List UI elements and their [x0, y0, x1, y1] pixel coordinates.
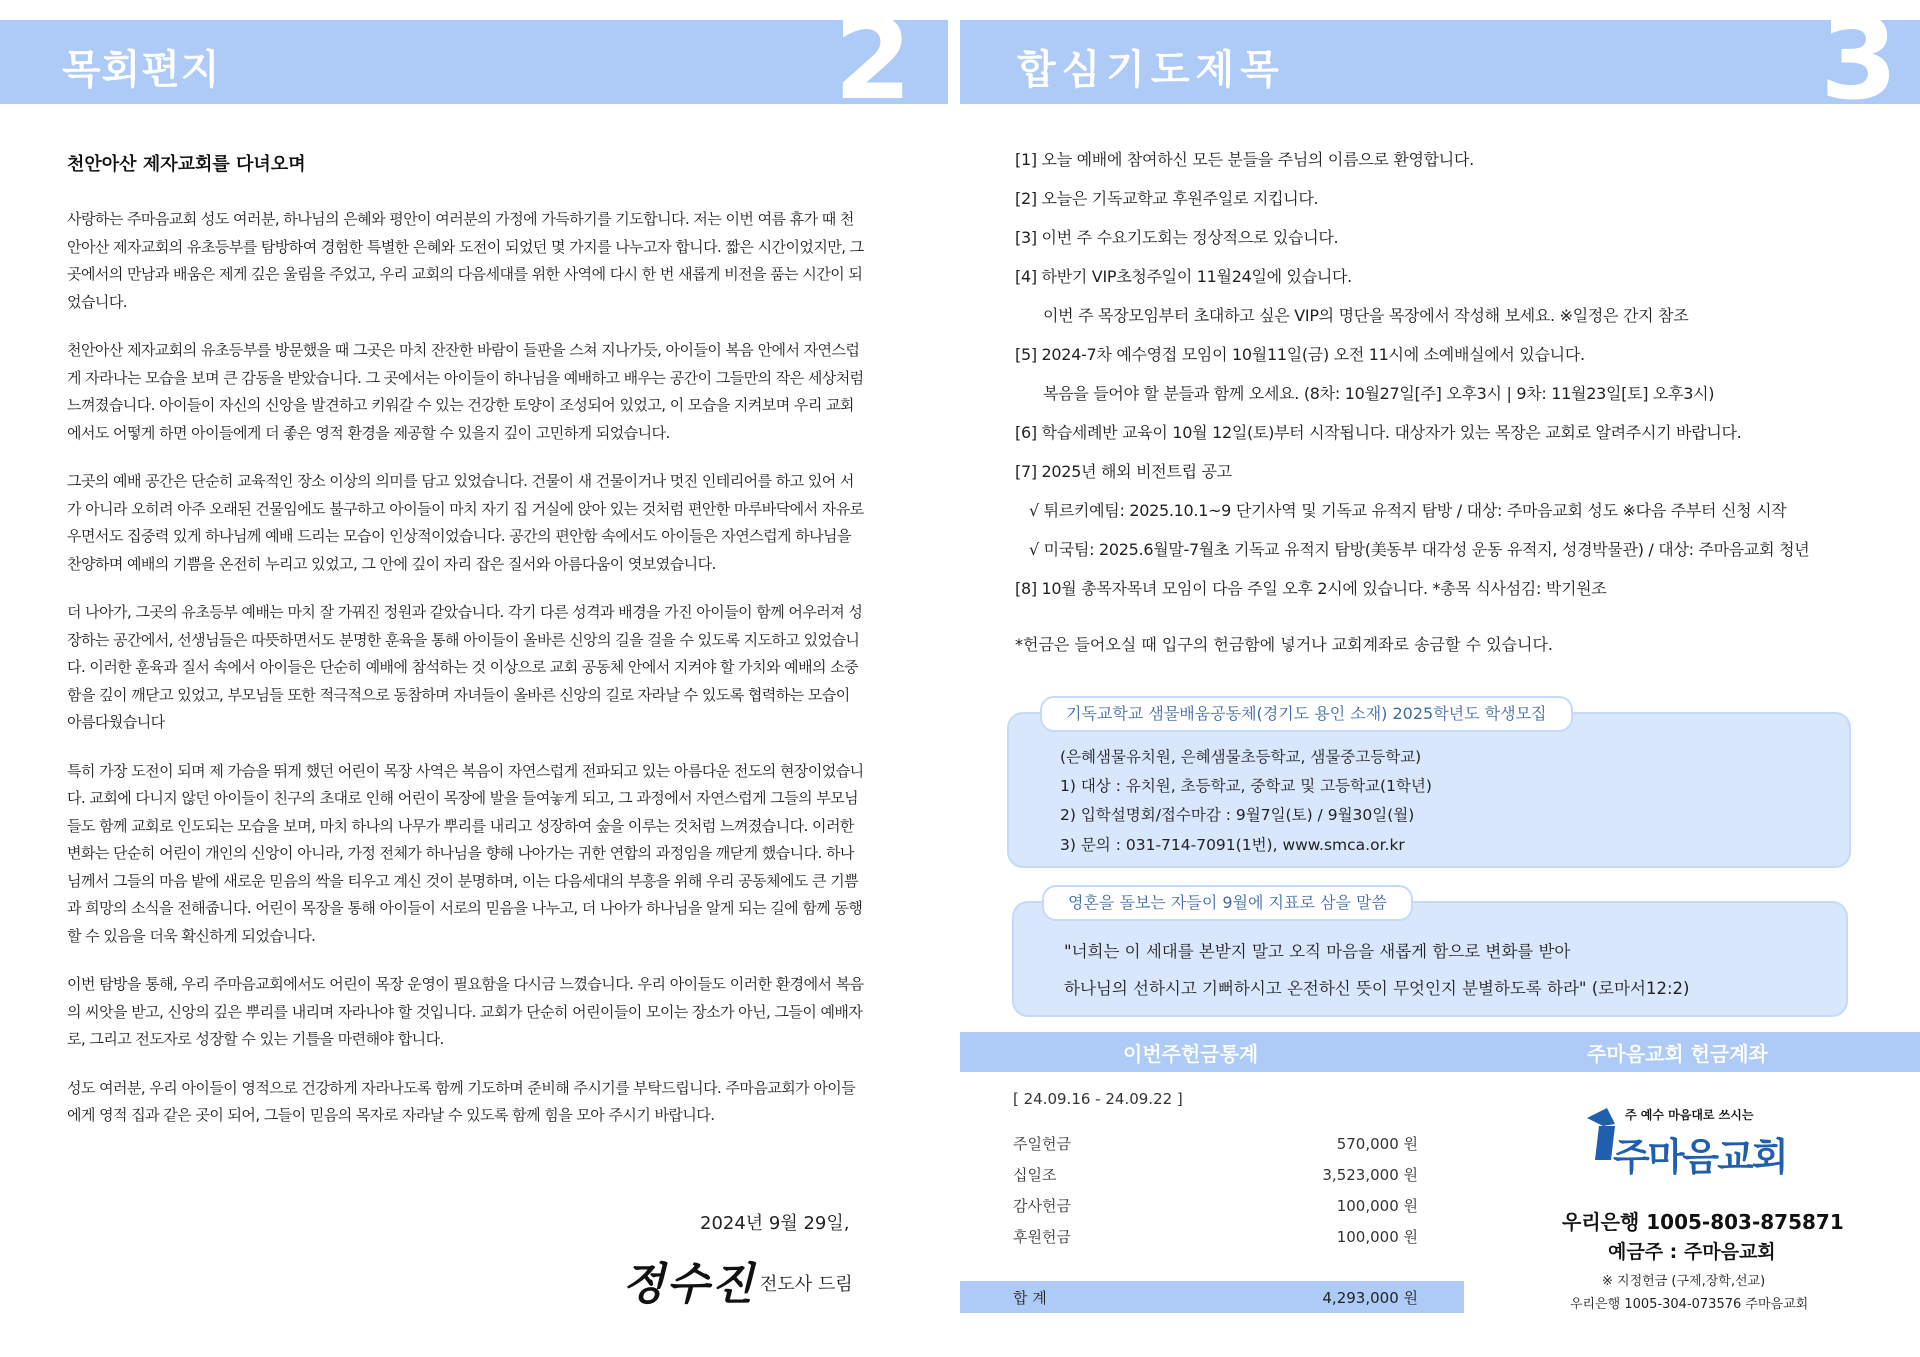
- letter-paragraph: 특히 가장 도전이 되며 제 가슴을 뛰게 했던 어린이 목장 사역은 복음이 자연스럽게 전파되고 있는 아름다운 전도의 현장이었습니다. 교회에 다니지 않던 아이들이 친구의 초대로 인해 어린이 목장에 발을 들여놓게 되고, 그 과정에서 자연스럽게 그들의 부모님들도 함께 교회로 인도되는 모습을 보며, 마치 하나의 나무가 뿌리를 내리고 성장하여 숲을 이루는 것처럼 느껴졌습니다. 이러한 변화는 단순히 어린이 개인의 신앙이 아니라, 가정 전체가 하나님을 향해 나아가는 귀한 연합의 과정임을 깨닫게 했습니다. 하나님께서 그들의 마음 밭에 새로운 믿음의 싹을 티우고 계신 것이 분명하며, 이는 다음세대의 부흥을 위해 우리 공동체에도 큰 기쁨과 희망의 소식을 전해줍니다. 어린이 목장을 통해 아이들이 서로의 믿음을 나누고, 더 나아가 하나님을 알게 되는 길에 함께 동행할 수 있음을 더욱 확신하게 되었습니다.: [67, 761, 864, 945]
- left-page-number: 2: [834, 0, 912, 125]
- total-amount: 4,293,000 원: [1322, 1289, 1418, 1307]
- school-box-line: 1) 대상 : 유치원, 초등학교, 중학교 및 고등학교(1학년): [1060, 777, 1432, 795]
- offering-note: *헌금은 들어오실 때 입구의 헌금함에 넣거나 교회계좌로 송금할 수 있습니다.: [1015, 635, 1553, 654]
- school-box-line: 3) 문의 : 031-714-7091(1번), www.smca.or.kr: [1060, 836, 1405, 854]
- prayer-list: [1015, 140, 1875, 608]
- account-holder: 예금주 : 주마음교회: [1608, 1241, 1776, 1263]
- stat-row: [1013, 1195, 1418, 1216]
- bank-account-sub: 우리은행 1005-304-073576 주마음교회: [1570, 1297, 1809, 1312]
- verse-box-title: 영혼을 돌보는 자들이 9월에 지표로 삼을 말씀: [1042, 885, 1413, 921]
- prayer-item: √ 튀르키예팀: 2025.10.1~9 단기사역 및 기독교 유적지 탐방 / 대상: 주마음교회 성도 ※다음 주부터 신청 시작: [1029, 501, 1787, 520]
- stat-amount: 570,000 원: [1336, 1135, 1418, 1153]
- stats-header-band: [960, 1032, 1920, 1072]
- prayer-item: [4] 하반기 VIP초청주일이 11월24일에 있습니다.: [1015, 267, 1352, 286]
- school-box-line: (은혜샘물유치원, 은혜샘물초등학교, 샘물중고등학교): [1060, 748, 1422, 766]
- school-box-title: 기독교학교 샘물배움공동체(경기도 용인 소재) 2025학년도 학생모집: [1040, 696, 1573, 732]
- verse-line: 하나님의 선하시고 기뻐하시고 온전하신 뜻이 무엇인지 분별하도록 하라" (로마서12:2): [1064, 979, 1690, 998]
- signer-role: 전도사 드림: [760, 1274, 853, 1295]
- stat-label: 십일조: [1013, 1166, 1057, 1184]
- logo-tagline: 주 예수 마음대로 쓰시는: [1625, 1108, 1754, 1122]
- stats-title: 이번주헌금통계: [1123, 1042, 1259, 1066]
- stat-amount: 100,000 원: [1336, 1228, 1418, 1246]
- logo-text: 주마음교회: [1613, 1135, 1787, 1179]
- total-label: 합 계: [1013, 1289, 1047, 1307]
- letter-paragraph: 사랑하는 주마음교회 성도 여러분, 하나님의 은혜와 평안이 여러분의 가정에 가득하기를 기도합니다. 저는 이번 여름 휴가 때 천안아산 제자교회의 유초등부를 탐방하여 경험한 특별한 은혜와 도전이 되었던 몇 가지를 나누고자 합니다. 짧은 시간이었지만, 그 곳에서의 만남과 배움은 제게 깊은 울림을 주었고, 우리 교회의 다음세대를 위한 사역에 다시 한 번 새롭게 비전을 품는 시간이 되었습니다.: [67, 210, 864, 311]
- letter-paragraph: 성도 여러분, 우리 아이들이 영적으로 건강하게 자라나도록 함께 기도하며 준비해 주시기를 부탁드립니다. 주마음교회가 아이들에게 영적 집과 같은 곳이 되어, 그들이 믿음의 목자로 자라날 수 있도록 함께 힘을 모아 주시기 바랍니다.: [67, 1078, 856, 1124]
- stats-period: [ 24.09.16 - 24.09.22 ]: [1013, 1090, 1183, 1108]
- stat-label: 감사헌금: [1013, 1197, 1071, 1215]
- letter-date: 2024년 9월 29일,: [700, 1213, 850, 1234]
- verse-line: "너희는 이 세대를 본받지 말고 오직 마음을 새롭게 함으로 변화를 받아: [1064, 942, 1571, 961]
- church-logo: [1585, 1104, 1800, 1194]
- prayer-item: 이번 주 목장모임부터 초대하고 싶은 VIP의 명단을 목장에서 작성해 보세요. ※일정은 간지 참조: [1043, 306, 1689, 325]
- letter-paragraph: 천안아산 제자교회의 유초등부를 방문했을 때 그곳은 마치 잔잔한 바람이 들판을 스쳐 지나가듯, 아이들이 복음 안에서 자연스럽게 자라나는 모습을 보며 큰 감동을 받았습니다. 그 곳에서는 아이들이 하나님을 예배하고 배우는 공간이 그들만의 작은 세상처럼 느껴졌습니다. 아이들이 자신의 신앙을 발견하고 키워갈 수 있는 건강한 토양이 조성되어 있었고, 이 모습을 지켜보며 우리 교회에서도 어떻게 하면 아이들에게 더 좋은 영적 환경을 제공할 수 있을지 깊이 고민하게 되었습니다.: [67, 341, 864, 442]
- total-row: [1013, 1287, 1418, 1308]
- stat-amount: 3,523,000 원: [1322, 1166, 1418, 1184]
- letter-paragraph: 더 나아가, 그곳의 유초등부 예배는 마치 잘 가꿔진 정원과 같았습니다. 각기 다른 성격과 배경을 가진 아이들이 함께 어우러져 성장하는 공간에서, 선생님들은 따뜻하면서도 분명한 훈육을 통해 아이들이 올바른 신앙의 길을 걸을 수 있도록 지도하고 있었습니다. 이러한 훈육과 질서 속에서 아이들은 단순히 예배에 참석하는 것 이상으로 교회 공동체 안에서 지켜야 할 가치와 예배의 소중함을 깊이 깨닫고 있었고, 부모님들 또한 적극적으로 동참하며 자녀들이 올바른 신앙의 길로 자라날 수 있도록 협력하는 모습이 아름다웠습니다: [67, 603, 863, 731]
- signature: 정수진: [622, 1259, 756, 1310]
- prayer-item: √ 미국팀: 2025.6월말-7월초 기독교 유적지 탐방(美동부 대각성 운동 유적지, 성경박물관) / 대상: 주마음교회 청년: [1029, 540, 1810, 559]
- stat-amount: 100,000 원: [1336, 1197, 1418, 1215]
- stat-row: [1013, 1164, 1418, 1185]
- stat-row: [1013, 1226, 1418, 1247]
- school-box-line: 2) 입학설명회/접수마감 : 9월7일(토) / 9월30일(월): [1060, 806, 1415, 824]
- prayer-item: [7] 2025년 해외 비전트립 공고: [1015, 462, 1232, 481]
- stat-label: 후원헌금: [1013, 1228, 1071, 1246]
- prayer-item: [2] 오늘은 기독교학교 후원주일로 지킵니다.: [1015, 189, 1319, 208]
- stat-row: [1013, 1133, 1418, 1154]
- prayer-item: [8] 10월 총목자목녀 모임이 다음 주일 오후 2시에 있습니다. *총목 식사섬김: 박기원조: [1015, 579, 1607, 598]
- bank-account-main: 우리은행 1005-803-875871: [1562, 1210, 1844, 1234]
- designated-offering-note: ※ 지정헌금 (구제,장학,선교): [1602, 1274, 1766, 1289]
- prayer-item: [6] 학습세례반 교육이 10월 12일(토)부터 시작됩니다. 대상자가 있는 목장은 교회로 알려주시기 바랍니다.: [1015, 423, 1742, 442]
- right-page-number: 3: [1820, 0, 1898, 125]
- stat-label: 주일헌금: [1013, 1135, 1071, 1153]
- pastoral-letter: [67, 150, 865, 1151]
- letter-paragraph: 그곳의 예배 공간은 단순히 교육적인 장소 이상의 의미를 담고 있었습니다. 건물이 새 건물이거나 멋진 인테리어를 하고 있어 서가 아니라 오히려 아주 오래된 건물임에도 불구하고 아이들이 마치 자기 집 거실에 앉아 있는 것처럼 편안한 마루바닥에서 자유로우면서도 집중력 있게 하나님께 예배 드리는 모습이 인상적이었습니다. 공간의 편안함 속에서도 아이들은 자연스럽게 하나님을 찬양하며 예배의 기쁨을 온전히 누리고 있었고, 그 안에 깊이 자리 잡은 질서와 아름다움이 엿보였습니다.: [67, 472, 864, 573]
- prayer-item: [3] 이번 주 수요기도회는 정상적으로 있습니다.: [1015, 228, 1339, 247]
- prayer-item: [5] 2024-7차 예수영접 모임이 10월11일(금) 오전 11시에 소예배실에서 있습니다.: [1015, 345, 1585, 364]
- letter-paragraph: 이번 탐방을 통해, 우리 주마음교회에서도 어린이 목장 운영이 필요함을 다시금 느꼈습니다. 우리 아이들도 이러한 환경에서 복음의 씨앗을 받고, 신앙의 깊은 뿌리를 내리며 자라나야 할 것입니다. 교회가 단순히 어린이들이 모이는 장소가 아닌, 그들이 예배자로, 그리고 전도자로 성장할 수 있는 기틀을 마련해야 합니다.: [67, 975, 864, 1048]
- prayer-item: 복음을 들어야 할 분들과 함께 오세요. (8차: 10월27일[주] 오후3시 | 9차: 11월23일[토] 오후3시): [1043, 384, 1715, 403]
- left-page-title: 목회편지: [62, 46, 221, 93]
- letter-title: 천안아산 제자교회를 다녀오며: [67, 154, 306, 175]
- right-page-title: 합심기도제목: [1017, 46, 1285, 93]
- account-title: 주마음교회 헌금계좌: [1587, 1042, 1768, 1066]
- prayer-item: [1] 오늘 예배에 참여하신 모든 분들을 주님의 이름으로 환영합니다.: [1015, 150, 1474, 169]
